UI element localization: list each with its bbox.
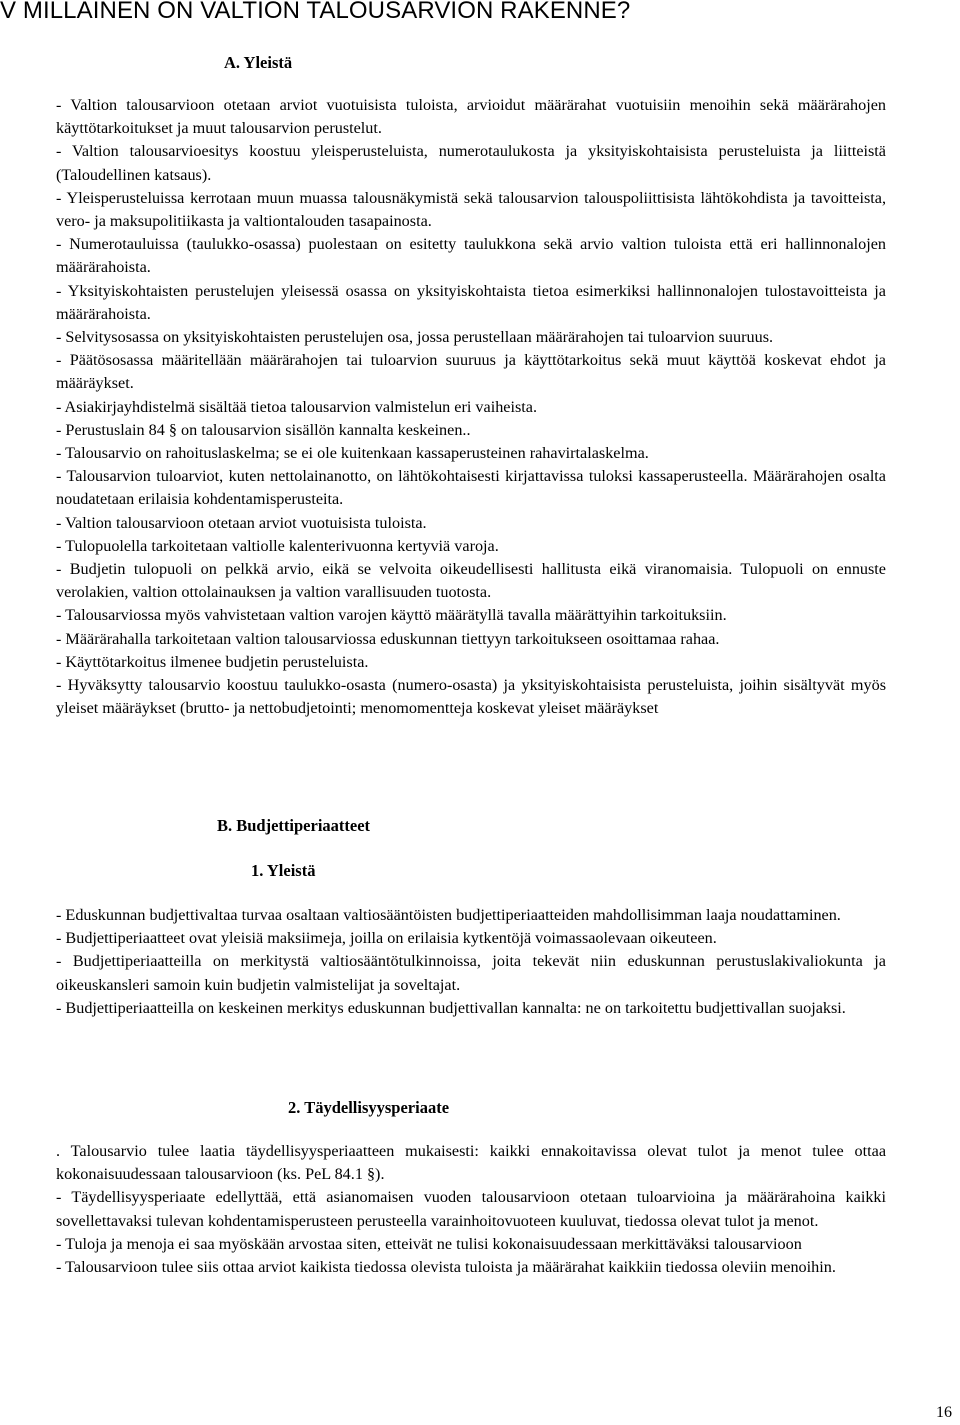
paragraph: - Asiakirjayhdistelmä sisältää tietoa talousarvion valmistelun eri vaiheista.	[56, 397, 538, 416]
paragraph: . Talousarvio tulee laatia täydellisyysperiaatteen mukaisesti: kaikki ennakoitavissa olevat tulot ja menot tulee ottaa kokonaisuudessaan talousarvioon (ks. PeL 84.1 §).	[56, 1142, 886, 1184]
subsection-2-paragraphs	[56, 1140, 886, 1279]
subsection-2-heading: 2. Täydellisyysperiaate	[288, 1098, 450, 1117]
paragraph: - Talousarvion tuloarviot, kuten nettolainanotto, on lähtökohtaisesti kirjattavissa tuloksi kassaperusteella. Määrärahojen osalta noudatetaan erilaisia kohdentamisperusteita.	[56, 467, 886, 509]
paragraph: - Selvitysosassa on yksityiskohtaisten perustelujen osa, jossa perustellaan määrärahojen tai tuloarvion suuruus.	[56, 328, 774, 347]
paragraph: - Tulopuolella tarkoitetaan valtiolle kalenterivuonna kertyviä varoja.	[56, 536, 499, 555]
paragraph: - Talousarvioon tulee siis ottaa arviot kaikista tiedossa olevista tuloista ja määrärahat kaikkiin tiedossa oleviin menoihin.	[56, 1258, 836, 1277]
paragraph: - Valtion talousarvioon otetaan arviot vuotuisista tuloista.	[56, 513, 427, 532]
paragraph: - Päätösosassa määritellään määrärahojen tai tuloarvion suuruus ja käyttötarkoitus sekä muut käyttöä koskevat ehdot ja määräykset.	[56, 351, 886, 393]
paragraph: - Eduskunnan budjettivaltaa turvaa osaltaan valtiosääntöisten budjettiperiaatteiden mahdollisimman laaja noudattaminen.	[56, 906, 841, 924]
paragraph: - Budjettiperiaatteilla on merkitystä valtiosääntötulkinnoissa, joita tekevät niin eduskunnan perustuslakivaliokunta ja oikeuskansleri samoin kuin budjetin valmistelijat ja soveltajat.	[56, 952, 886, 994]
page-title: V MILLAINEN ON VALTION TALOUSARVION RAKENNE?	[0, 0, 631, 24]
paragraph: - Numerotauluissa (taulukko-osassa) puolestaan on esitetty taulukkona sekä arvio valtion tuloista että eri hallinnonalojen määrärahoista.	[56, 235, 886, 277]
subsection-1-heading: 1. Yleistä	[251, 861, 316, 880]
subsection-1-paragraphs	[56, 904, 886, 1020]
paragraph: - Budjetin tulopuoli on pelkkä arvio, eikä se velvoita oikeudellisesti hallitusta eikä viranomaisia. Tulopuoli on ennuste verolakien, valtion ottolainauksen ja valtion varallisuuden tuotosta.	[56, 560, 886, 602]
paragraph: - Tuloja ja menoja ei saa myöskään arvostaa siten, etteivät ne tulisi kokonaisuudessaan merkittäväksi talousarvioon	[56, 1234, 802, 1253]
paragraph: - Yleisperusteluissa kerrotaan muun muassa talousnäkymistä sekä talousarvion talouspoliittisista lähtökohdista ja tavoitteista, vero- ja maksupolitiikasta ja valtiontalouden tasapainosta.	[56, 188, 886, 231]
paragraph: - Käyttötarkoitus ilmenee budjetin perusteluista.	[56, 652, 369, 671]
section-a-heading: A. Yleistä	[224, 53, 293, 72]
page-number: 16	[936, 1404, 952, 1421]
paragraph: - Yksityiskohtaisten perustelujen yleisessä osassa on yksityiskohtaista tietoa esimerkiksi hallinnonalojen tulostavoitteista ja määrärahoista.	[56, 281, 886, 323]
paragraph: - Valtion talousarvioesitys koostuu yleisperusteluista, numerotaulukosta ja yksityiskohtaisista perusteluista ja liitteistä (Taloudellinen katsaus).	[56, 142, 886, 184]
paragraph: - Talousarviossa myös vahvistetaan valtion varojen käyttö määrätyllä tavalla määrättyihin tarkoituksiin.	[56, 606, 727, 625]
paragraph: - Täydellisyysperiaate edellyttää, että asianomaisen vuoden talousarvioon otetaan tuloarvioina ja määrärahoina kaikki sovellettavaksi tulevan kohdentamisperusteen perusteella varainhoitovuoteen kuuluvat, tiedossa olevat tulot ja menot.	[56, 1188, 886, 1230]
paragraph: - Määrärahalla tarkoitetaan valtion talousarviossa eduskunnan tiettyyn tarkoitukseen osoittamaa rahaa.	[56, 629, 720, 648]
paragraph: - Talousarvio on rahoituslaskelma; se ei ole kuitenkaan kassaperusteinen rahavirtalaskelma.	[56, 444, 649, 463]
paragraph: - Budjettiperiaatteet ovat yleisiä maksiimeja, joilla on erilaisia kytkentöjä voimassaolevaan oikeuteen.	[56, 929, 717, 948]
section-b-heading: B. Budjettiperiaatteet	[217, 816, 371, 835]
paragraph: - Perustuslain 84 § on talousarvion sisällön kannalta keskeinen..	[56, 420, 471, 439]
paragraph: - Budjettiperiaatteilla on keskeinen merkitys eduskunnan budjettivallan kannalta: ne on tarkoitettu budjettivallan suojaksi.	[56, 998, 846, 1017]
section-a-paragraphs	[56, 94, 886, 720]
paragraph: - Valtion talousarvioon otetaan arviot vuotuisista tuloista, arvioidut määrärahat vuotuisiin menoihin sekä määrärahojen käyttötarkoitukset ja muut talousarvion perustelut.	[56, 96, 886, 138]
paragraph: - Hyväksytty talousarvio koostuu taulukko-osasta (numero-osasta) ja yksityiskohtaisista perusteluista, joihin sisältyvät myös yleiset määräykset (brutto- ja nettobudjetointi; menomomenttеja koskevat yleiset määräykset	[56, 676, 886, 718]
